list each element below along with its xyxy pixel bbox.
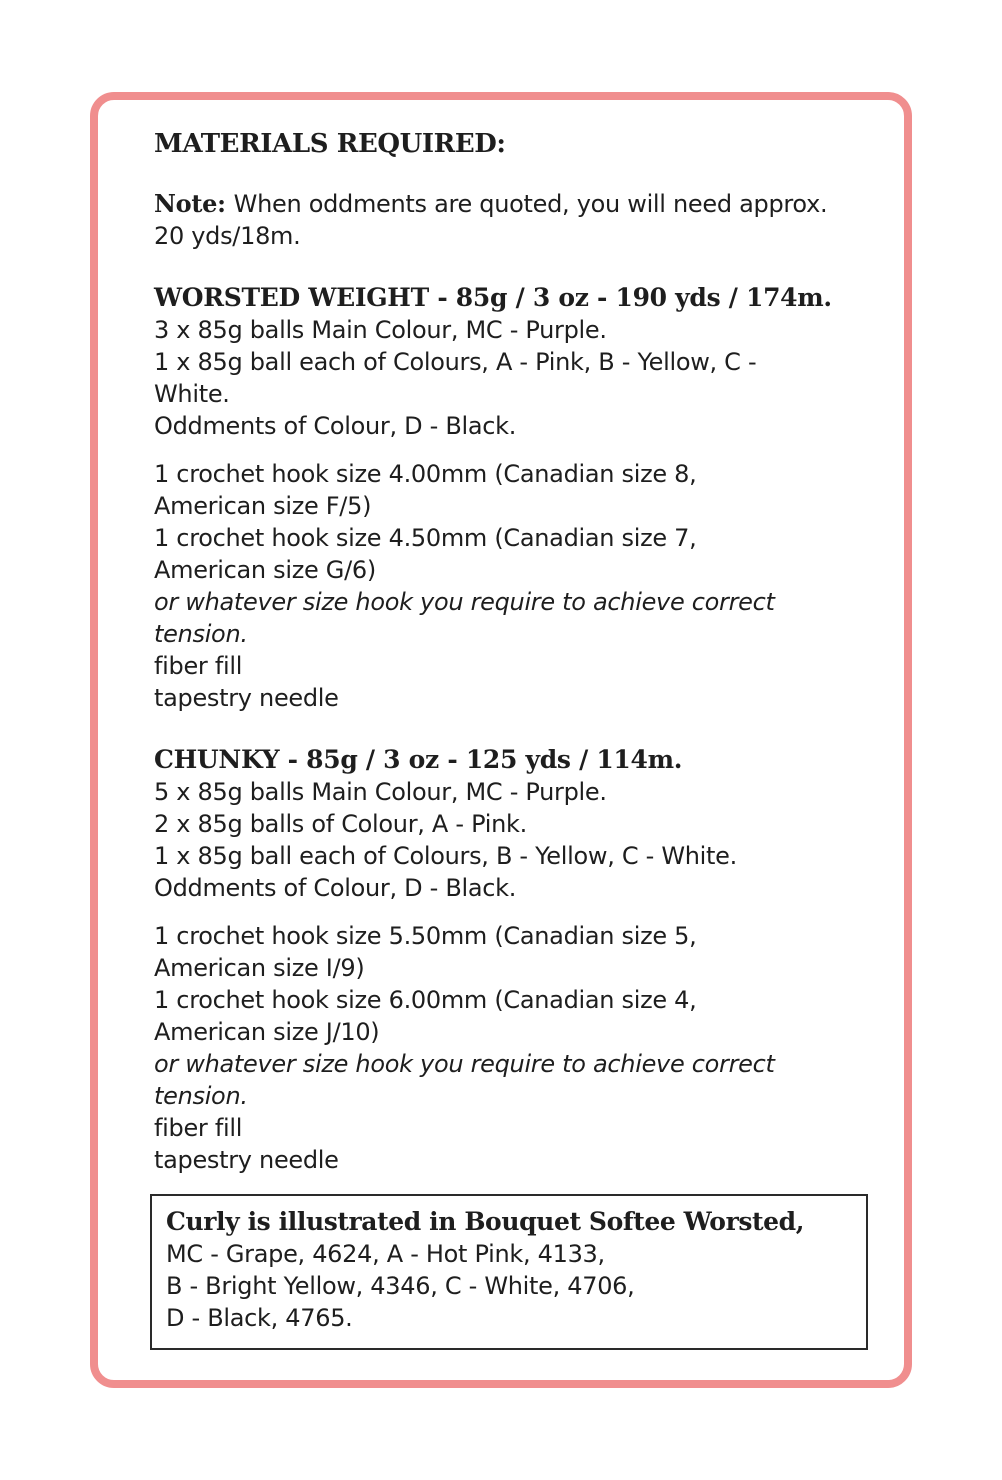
worsted-yarn-item: 1 x 85g ball each of Colours, A - Pink, B - Yellow, C - bbox=[154, 348, 757, 376]
illustrated-yarn-box bbox=[150, 1194, 868, 1350]
worsted-tools-list bbox=[154, 458, 874, 714]
worsted-yarn-list bbox=[154, 314, 874, 442]
note-line-2: 20 yds/18m. bbox=[154, 222, 301, 250]
chunky-yarn-item: 1 x 85g ball each of Colours, B - Yellow, C - White. bbox=[154, 842, 737, 870]
chunky-tool-item: American size I/9) bbox=[154, 954, 365, 982]
chunky-tension-note: or whatever size hook you require to achieve correct bbox=[154, 1050, 775, 1078]
worsted-heading: WORSTED WEIGHT - 85g / 3 oz - 190 yds / 174m. bbox=[154, 283, 832, 312]
illustrated-line: MC - Grape, 4624, A - Hot Pink, 4133, bbox=[166, 1240, 605, 1268]
materials-card bbox=[90, 92, 912, 1388]
worsted-tension-note: tension. bbox=[154, 620, 248, 648]
chunky-yarn-item: Oddments of Colour, D - Black. bbox=[154, 874, 517, 902]
materials-content bbox=[154, 124, 874, 1350]
chunky-tool-item: American size J/10) bbox=[154, 1018, 380, 1046]
worsted-extra-item: fiber fill bbox=[154, 652, 243, 680]
worsted-tension-note: or whatever size hook you require to achieve correct bbox=[154, 588, 775, 616]
note-text: When oddments are quoted, you will need approx. bbox=[233, 190, 828, 218]
worsted-yarn-item: 3 x 85g balls Main Colour, MC - Purple. bbox=[154, 316, 607, 344]
chunky-extra-item: tapestry needle bbox=[154, 1146, 339, 1174]
worsted-tool-item: American size F/5) bbox=[154, 492, 372, 520]
worsted-extra-item: tapestry needle bbox=[154, 684, 339, 712]
chunky-yarn-item: 2 x 85g balls of Colour, A - Pink. bbox=[154, 810, 527, 838]
chunky-tools-list bbox=[154, 920, 874, 1176]
illustrated-heading: Curly is illustrated in Bouquet Softee Worsted, bbox=[166, 1207, 805, 1236]
worsted-tool-item: 1 crochet hook size 4.00mm (Canadian size 8, bbox=[154, 460, 697, 488]
illustrated-line: D - Black, 4765. bbox=[166, 1304, 353, 1332]
worsted-tool-item: 1 crochet hook size 4.50mm (Canadian size 7, bbox=[154, 524, 697, 552]
chunky-tool-item: 1 crochet hook size 6.00mm (Canadian size 4, bbox=[154, 986, 697, 1014]
illustrated-line: B - Bright Yellow, 4346, C - White, 4706, bbox=[166, 1272, 635, 1300]
chunky-extra-item: fiber fill bbox=[154, 1114, 243, 1142]
worsted-tool-item: American size G/6) bbox=[154, 556, 376, 584]
note-block bbox=[154, 188, 874, 252]
worsted-yarn-item: Oddments of Colour, D - Black. bbox=[154, 412, 517, 440]
chunky-heading: CHUNKY - 85g / 3 oz - 125 yds / 114m. bbox=[154, 745, 683, 774]
chunky-tool-item: 1 crochet hook size 5.50mm (Canadian size 5, bbox=[154, 922, 697, 950]
chunky-tension-note: tension. bbox=[154, 1082, 248, 1110]
chunky-yarn-list bbox=[154, 776, 874, 904]
page-title: MATERIALS REQUIRED: bbox=[154, 129, 506, 159]
chunky-yarn-item: 5 x 85g balls Main Colour, MC - Purple. bbox=[154, 778, 607, 806]
worsted-yarn-item: White. bbox=[154, 380, 230, 408]
note-line-1 bbox=[154, 188, 874, 220]
note-label: Note: bbox=[154, 189, 226, 218]
